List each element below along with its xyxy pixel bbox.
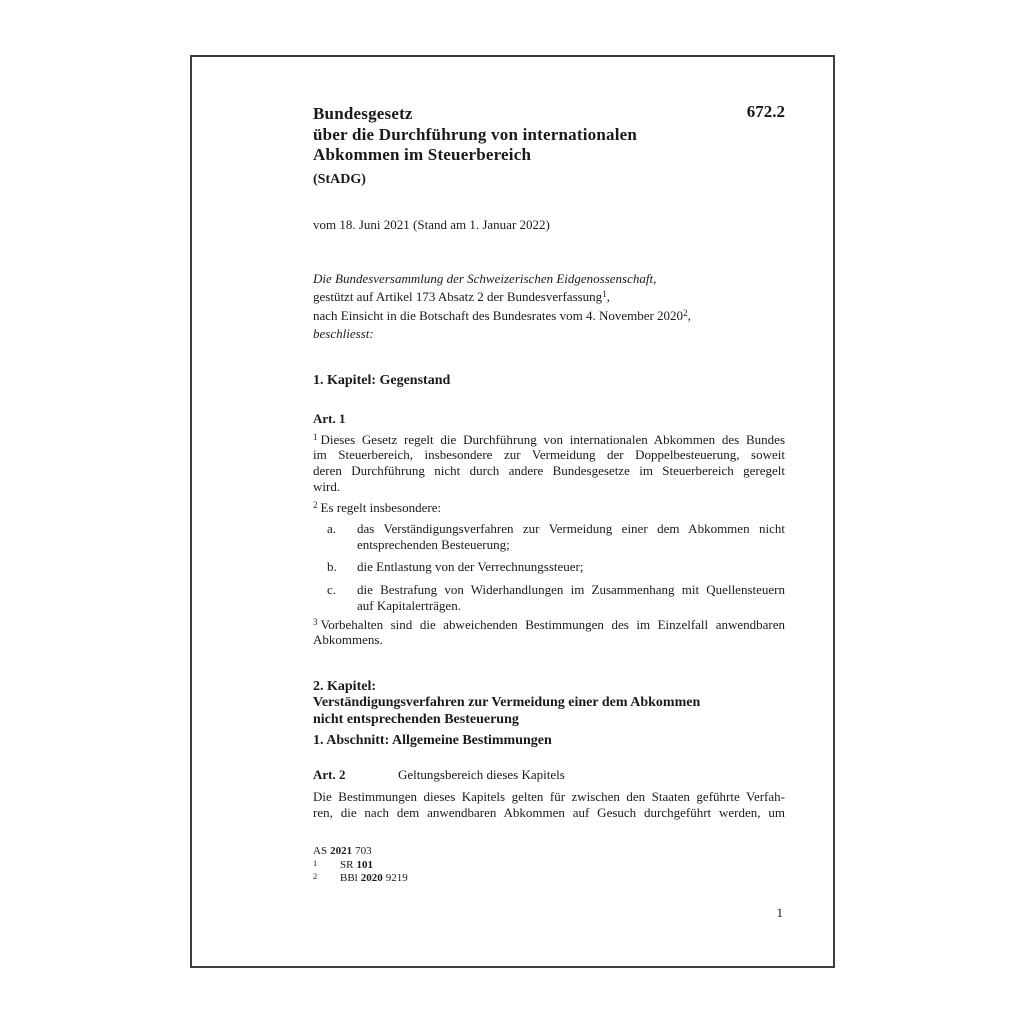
list-item-a: a. das Verständigungsverfahren zur Vermeidung einer dem Abkommen nicht entsprechenden Besteuerung; [327,521,785,552]
list-item-b: b. die Entlastung von der Verrechnungssteuer; [327,559,584,575]
law-abbreviation: (StADG) [313,171,366,187]
footnotes [313,845,785,886]
document-title [313,104,785,166]
article-1-paragraph-3: $^3$ Vorbehalten sind die abweichenden Bestimmungen des im Einzelfall anwendbaren Abkommens. [313,616,785,648]
footnote-as-reference: AS 2021 703 [313,845,372,857]
footnote-2-number: 2 [313,871,318,881]
article-2-paragraph: Die Bestimmungen dieses Kapitels gelten für zwischen den Staaten geführte Verfah- ren, die nach dem anwendbaren Abkommen auf Gesuch durchgeführt werden, um [313,789,785,821]
footnote-ref-1: 1 [602,289,607,299]
paragraph-marker-1: 1 [313,431,318,442]
footnote-2: 2 BBl 2020 9219 [313,871,408,884]
chapter-2-heading: 2. Kapitel: Verständigungsverfahren zur Vermeidung einer dem Abkommen nicht entsprechenden Besteuerung [313,678,701,727]
preamble [313,270,785,344]
title-line-1: Bundesgesetz [313,104,413,123]
preamble-message-text: nach Einsicht in die Botschaft des Bundesrates vom 4. November 2020 [313,307,684,323]
title-line-3: Abkommen im Steuerbereich [313,145,532,164]
list-marker-a: a. [327,521,337,537]
chapter-1-heading: 1. Kapitel: Gegenstand [313,372,451,388]
paragraph-marker-2: 2 [313,500,318,511]
article-2-title: Geltungsbereich dieses Kapitels [398,767,565,783]
article-2-label: Art. 2 [313,767,346,783]
article-1-paragraph-2-intro: $^2$ Es regelt insbesondere: [313,500,442,516]
preamble-message: nach Einsicht in die Botschaft des Bundesrates vom 4. November 2020$^2$, [313,307,691,323]
footnote-1-number: 1 [313,857,318,868]
footnote-1: 1 SR 101 [313,857,373,871]
footnote-ref-2: 2 [683,307,688,318]
article-2-heading [313,767,785,783]
list-marker-b: b. [327,559,337,575]
list-item-c: c. die Bestrafung von Widerhandlungen im Zusammenhang mit Quellensteuern auf Kapitalerträgen. [327,582,785,613]
page-number: 1 [776,905,783,920]
document-page [190,55,835,968]
article-1-paragraph-1: $^1$ Dieses Gesetz regelt die Durchführung von internationalen Abkommen des Bundes im Steuerbereich, insbesondere zur Vermeidung der Doppelbesteuerung, soweit deren Durchführung nicht durch andere Bundesgesetze im Steuerbereich geregelt wird. [313,431,785,494]
title-line-2: über die Durchführung von internationalen [313,124,638,144]
list-marker-c: c. [327,582,337,598]
article-1-list [313,521,785,614]
law-number: 672.2 [746,102,785,121]
preamble-basis-text: gestützt auf Artikel 173 Absatz 2 der Bundesverfassung [313,289,603,304]
preamble-decree: beschliesst: [313,326,374,341]
section-1-heading: 1. Abschnitt: Allgemeine Bestimmungen [313,733,552,749]
preamble-authority: Die Bundesversammlung der Schweizerischen Eidgenossenschaft, [313,270,657,286]
paragraph-marker-3: 3 [313,616,318,627]
preamble-basis: gestützt auf Artikel 173 Absatz 2 der Bundesverfassung$^1$, [313,289,610,304]
article-1-label: Art. 1 [313,410,346,426]
enactment-date-line: vom 18. Juni 2021 (Stand am 1. Januar 2022) [313,216,550,232]
